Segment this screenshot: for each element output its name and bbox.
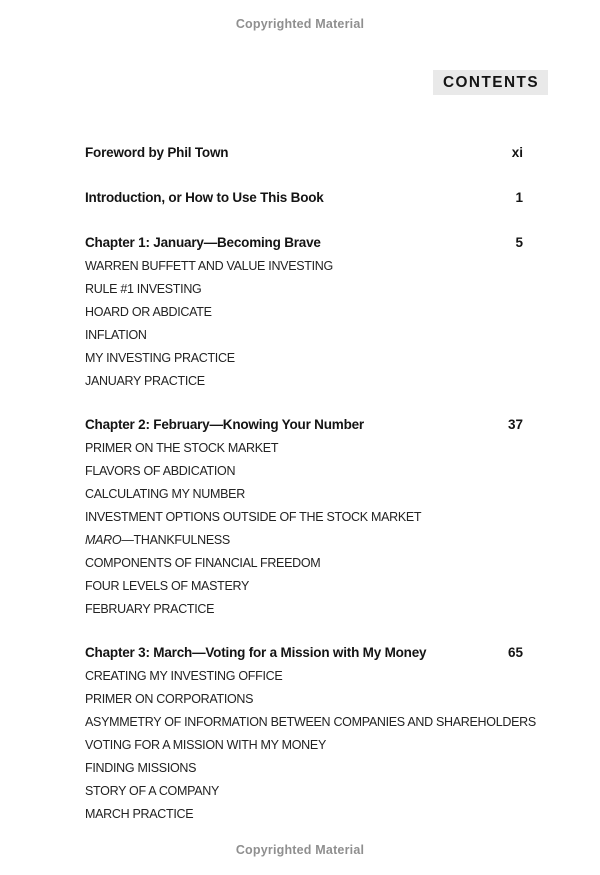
toc-page-number: 5 xyxy=(515,235,523,250)
toc-section: PRIMER ON THE STOCK MARKET xyxy=(85,441,279,455)
table-of-contents xyxy=(85,145,536,821)
toc-section: FOUR LEVELS OF MASTERY xyxy=(85,579,250,593)
toc-section: FLAVORS OF ABDICATION xyxy=(85,464,236,478)
toc-page-number: xi xyxy=(511,145,523,160)
toc-entry-chapter-1 xyxy=(85,236,523,250)
toc-page-number: 65 xyxy=(507,645,523,660)
toc-page-number: 37 xyxy=(507,417,523,432)
toc-section: CREATING MY INVESTING OFFICE xyxy=(85,669,283,683)
toc-section: PRIMER ON CORPORATIONS xyxy=(85,692,254,706)
toc-page-number: 1 xyxy=(515,190,523,205)
toc-section-rest: —THANKFULNESS xyxy=(121,533,230,547)
toc-section: ASYMMETRY OF INFORMATION BETWEEN COMPANIES AND SHAREHOLDERS xyxy=(85,715,536,729)
toc-section-italic-word: MARO xyxy=(85,533,122,547)
toc-section-maro xyxy=(85,533,523,547)
toc-section: MARCH PRACTICE xyxy=(85,807,194,821)
toc-section: STORY OF A COMPANY xyxy=(85,784,219,798)
toc-section: MY INVESTING PRACTICE xyxy=(85,351,235,365)
toc-section: JANUARY PRACTICE xyxy=(85,374,205,388)
toc-section: VOTING FOR A MISSION WITH MY MONEY xyxy=(85,738,326,752)
toc-section: FINDING MISSIONS xyxy=(85,761,197,775)
contents-header xyxy=(433,70,548,95)
toc-entry-title: Introduction, or How to Use This Book xyxy=(85,190,324,205)
toc-section: WARREN BUFFETT AND VALUE INVESTING xyxy=(85,259,333,273)
toc-section: CALCULATING MY NUMBER xyxy=(85,487,245,501)
toc-section: HOARD OR ABDICATE xyxy=(85,305,212,319)
toc-entry-title: Foreword by Phil Town xyxy=(85,145,229,160)
toc-section: INFLATION xyxy=(85,328,147,342)
toc-entry-title: Chapter 1: January—Becoming Brave xyxy=(85,235,321,250)
toc-entry-title: Chapter 3: March—Voting for a Mission with My Money xyxy=(85,645,427,660)
toc-entry-title: Chapter 2: February—Knowing Your Number xyxy=(85,417,364,432)
copyright-notice-top: Copyrighted Material xyxy=(235,17,365,31)
toc-section: COMPONENTS OF FINANCIAL FREEDOM xyxy=(85,556,321,570)
toc-section: RULE #1 INVESTING xyxy=(85,282,202,296)
toc-entry-chapter-2 xyxy=(85,418,523,432)
toc-entry-foreword xyxy=(85,146,523,160)
copyright-notice-bottom: Copyrighted Material xyxy=(235,843,365,857)
toc-section: INVESTMENT OPTIONS OUTSIDE OF THE STOCK MARKET xyxy=(85,510,422,524)
contents-header-label: CONTENTS xyxy=(443,73,539,91)
toc-entry-introduction xyxy=(85,191,523,205)
toc-entry-chapter-3 xyxy=(85,646,523,660)
toc-section: FEBRUARY PRACTICE xyxy=(85,602,215,616)
